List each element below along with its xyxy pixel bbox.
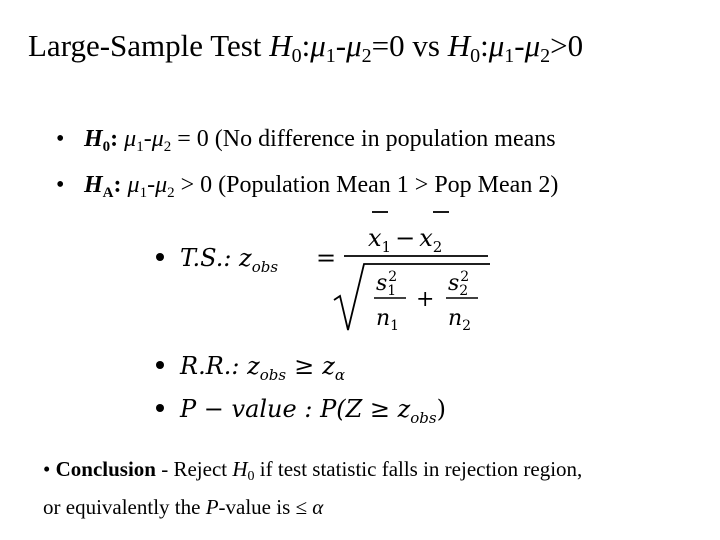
rr-bullet: [156, 361, 164, 369]
conclusion-line-2: or equivalently the P-value is ≤ α: [43, 495, 324, 519]
conclusion-line-1: • Conclusion - Reject $H_0$ if test statistic falls in rejection region,: [43, 457, 583, 484]
rr-formula: R.R.: $z_{obs} \ge z_\alpha$: [180, 352, 346, 384]
s1-squared: $s_12$: [376, 269, 398, 299]
formula-block: [150, 200, 530, 435]
alternative-hypothesis-item: • $H_A$: $\mu_1-\mu_2 > 0$ (Population Mean 1 > Pop Mean 2): [56, 172, 559, 201]
null-hypothesis-item: • $H_0$: $\mu_1-\mu_2 = 0$ (No difference in population means: [56, 126, 556, 155]
numerator: $x_1 - x_2$: [368, 224, 443, 256]
pv-formula: P − value : $P(Z \ge z_{obs})$: [180, 395, 446, 427]
ts-equals: =: [316, 244, 337, 272]
s2-squared: $s_22$: [448, 269, 470, 299]
ts-lhs: T.S.: $z_{obs}$: [180, 244, 279, 276]
n1: $n_1$: [376, 306, 400, 334]
plus-sign: +: [416, 287, 435, 312]
conclusion-text: [43, 454, 582, 522]
slide-title: Large-Sample Test $H_0:\mu_1-\mu_2=0$ vs $H_0:\mu_1-\mu_2>0$: [28, 28, 584, 67]
ts-bullet: [156, 253, 164, 261]
n2: $n_2$: [448, 306, 472, 334]
pv-bullet: [156, 404, 164, 412]
hypotheses-list: [56, 120, 558, 212]
